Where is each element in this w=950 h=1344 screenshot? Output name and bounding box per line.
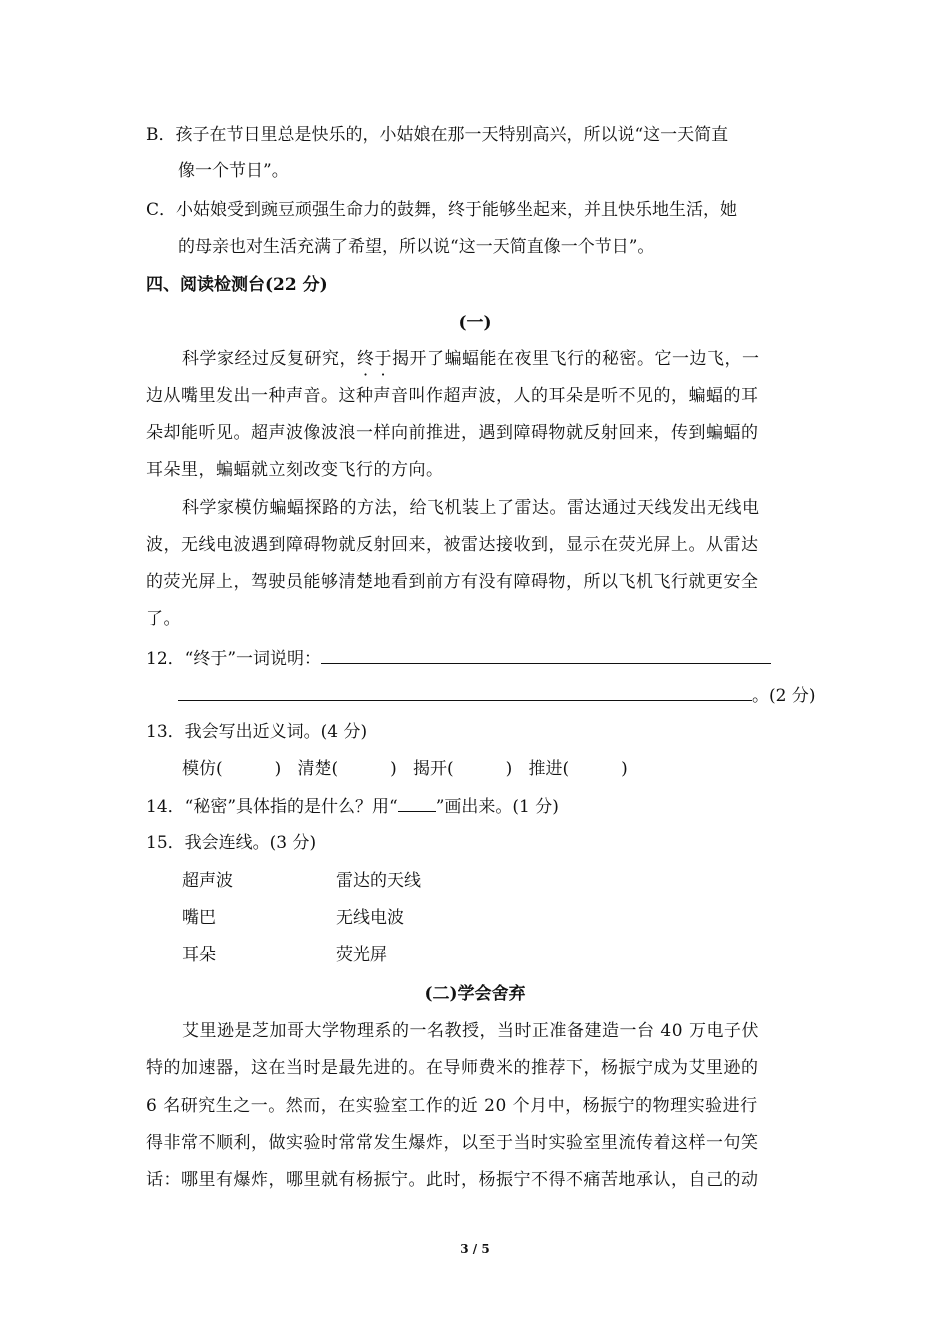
option-b-line1: B．孩子在节日里总是快乐的，小姑娘在那一天特别高兴，所以说“这一天简直 [146,125,729,145]
q14-pre: 14．“秘密”具体指的是什么？用“ [146,797,398,817]
q13-close-2: ) [390,759,397,779]
question-15: 15．我会连线。(3 分) [146,833,317,853]
passage2-line4: 了。 [146,609,181,629]
q15-right-3[interactable]: 荧光屏 [336,945,387,965]
emphasis-char-1: 终 [357,349,375,369]
q14-underline-sample [398,795,436,812]
q13-close-3: ) [505,759,513,779]
part2-line5: 话：哪里有爆炸，哪里就有杨振宁。此时，杨振宁不得不痛苦地承认，自己的动 [146,1170,759,1190]
passage1-line3: 朵却能听见。超声波像波浪一样向前推进，遇到障碍物就反射回来，传到蝙蝠的 [146,423,759,443]
question-12-line2 [178,684,815,707]
q13-word-row [182,758,628,780]
passage1-line1-pre: 科学家经过反复研究， [182,349,357,369]
q13-close-4: ) [621,759,628,779]
passage2-line1: 科学家模仿蝙蝠探路的方法，给飞机装上了雷达。雷达通过天线发出无线电 [182,498,760,518]
part2-line4: 得非常不顺利，做实验时常常发生爆炸，以至于当时实验室里流传着这样一句笑 [146,1133,759,1153]
q15-left-2[interactable]: 嘴巴 [182,908,216,928]
emphasis-char-2: 于 [374,349,392,369]
q13-word-2: 清楚( [297,759,339,779]
passage2-line2: 波，无线电波遇到障碍物就反射回来，被雷达接收到，显示在荧光屏上。从雷达 [146,535,759,555]
part2-title: (二)学会舍弃 [424,984,526,1004]
part2-line3: 6 名研究生之一。然而，在实验室工作的近 20 个月中，杨振宁的物理实验进行 [146,1096,758,1116]
q15-left-1[interactable]: 超声波 [182,871,233,891]
option-b-line2: 像一个节日”。 [178,161,289,181]
q12-answer-blank-1[interactable] [321,647,771,664]
question-14 [146,795,559,818]
option-c-line1: C．小姑娘受到豌豆顽强生命力的鼓舞，终于能够坐起来，并且快乐地生活，她 [146,200,738,220]
part1-title: (一) [458,313,492,333]
passage1-line1-post: 揭开了蝙蝠能在夜里飞行的秘密。它一边飞，一 [392,349,760,369]
q12-answer-blank-2[interactable] [178,684,752,701]
passage1-line2: 边从嘴里发出一种声音。这种声音叫作超声波，人的耳朵是听不见的，蝙蝠的耳 [146,386,759,406]
q14-post: ”画出来。(1 分) [435,797,559,817]
part2-line2: 特的加速器，这在当时是最先进的。在导师费米的推荐下，杨振宁成为艾里逊的 [146,1058,759,1078]
passage2-line3: 的荧光屏上，驾驶员能够清楚地看到前方有没有障碍物，所以飞机飞行就更安全 [146,572,759,592]
q15-right-1[interactable]: 雷达的天线 [336,871,421,891]
page-number: 3 / 5 [460,1242,490,1256]
passage1-line4: 耳朵里，蝙蝠就立刻改变飞行的方向。 [146,460,444,480]
q13-word-1: 模仿( [182,759,223,779]
q12-label: 12．“终于”一词说明： [146,649,322,669]
q13-word-3: 揭开( [413,759,454,779]
passage1-line1 [182,348,760,370]
q13-close-1: ) [274,759,282,779]
section-heading: 四、阅读检测台(22 分) [146,275,328,295]
q15-left-3[interactable]: 耳朵 [182,945,216,965]
question-12 [146,647,771,670]
part2-line1: 艾里逊是芝加哥大学物理系的一名教授，当时正准备建造一台 40 万电子伏 [182,1021,759,1041]
question-13: 13．我会写出近义词。(4 分) [146,722,368,742]
q12-end: 。(2 分) [752,686,816,706]
q13-word-4: 推进( [528,759,570,779]
option-c-line2: 的母亲也对生活充满了希望，所以说“这一天简直像一个节日”。 [178,237,655,257]
q15-right-2[interactable]: 无线电波 [336,908,404,928]
